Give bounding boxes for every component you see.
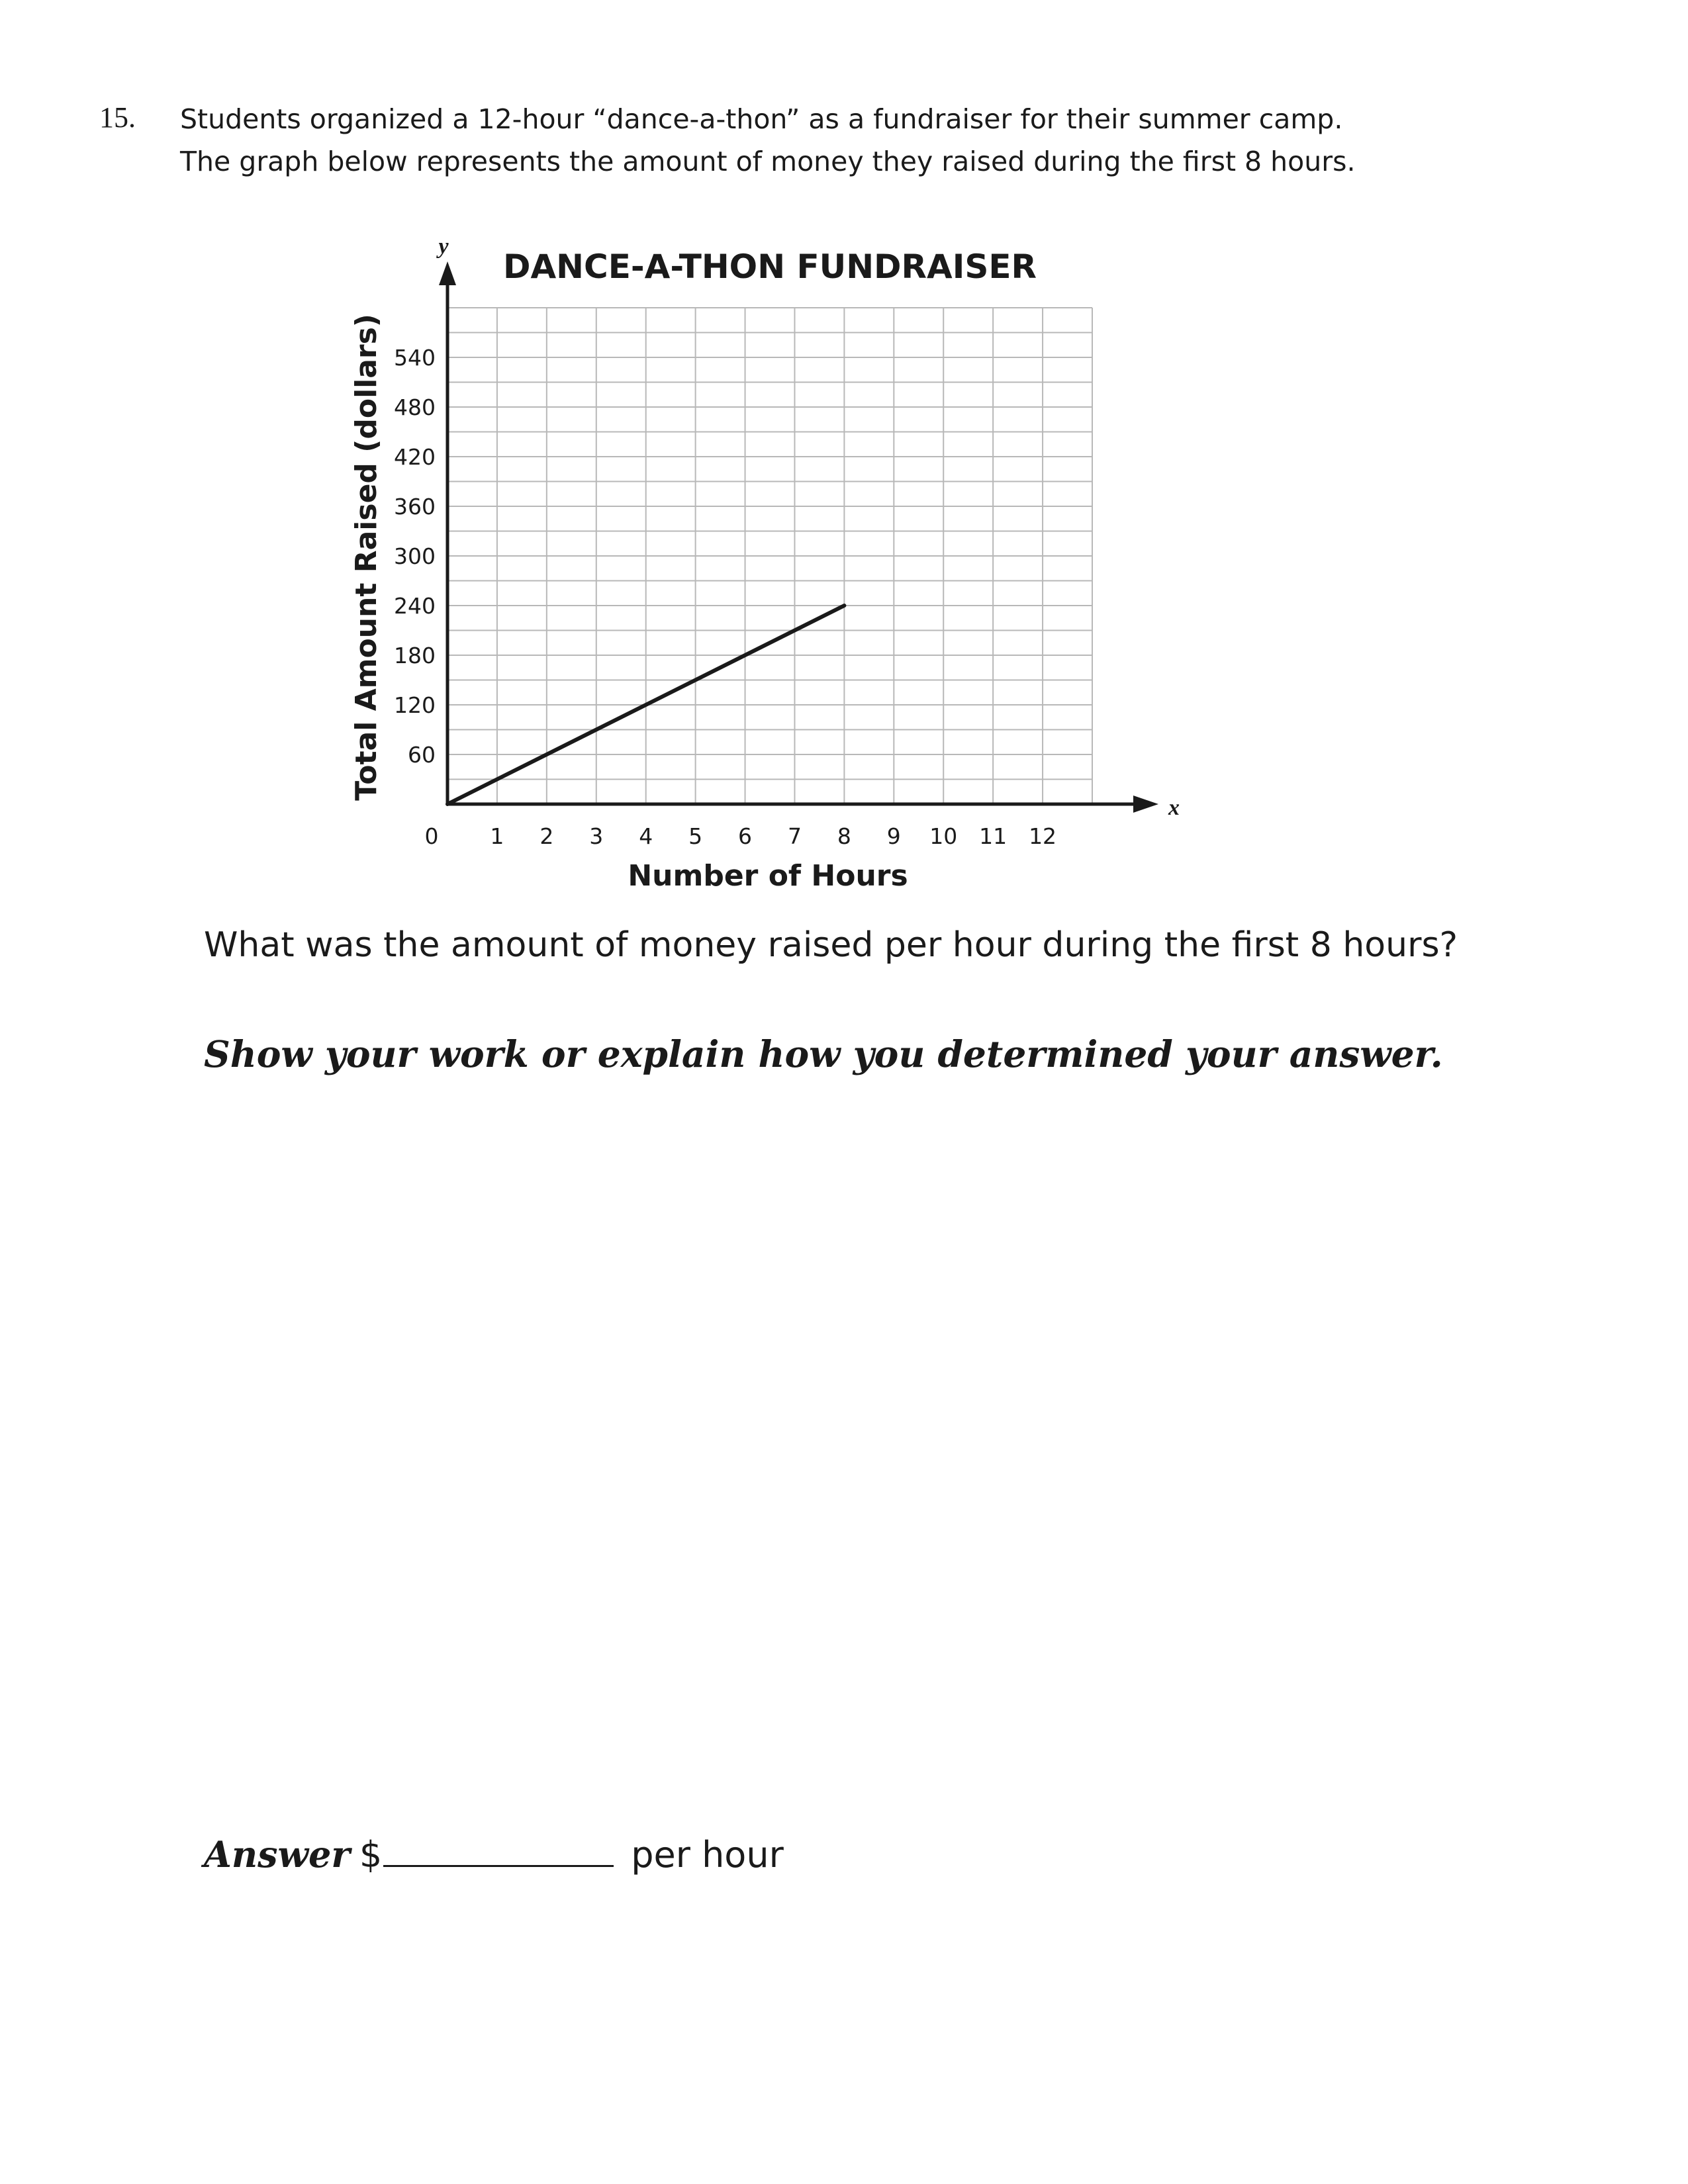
y-tick-label: 300 — [394, 543, 436, 569]
x-tick-label: 5 — [688, 823, 703, 849]
y-axis-letter: y — [438, 234, 449, 259]
stem-line-2: The graph below represents the amount of money they raised during the first 8 hours. — [180, 146, 1356, 177]
x-tick-label: 8 — [837, 823, 851, 849]
x-tick-label: 10 — [929, 823, 958, 849]
dance-a-thon-chart — [0, 0, 1688, 927]
answer-currency: $ — [359, 1834, 383, 1876]
y-tick-label: 60 — [408, 742, 436, 768]
y-tick-label: 540 — [394, 345, 436, 371]
answer-blank-input[interactable] — [383, 1832, 614, 1867]
answer-unit: per hour — [631, 1834, 784, 1876]
x-tick-label: 9 — [886, 823, 901, 849]
chart-grid — [447, 308, 1092, 804]
work-instruction: Show your work or explain how you determined your answer. — [204, 1032, 1443, 1075]
y-tick-label: 240 — [394, 593, 436, 619]
x-tick-label: 11 — [979, 823, 1008, 849]
question-prompt: What was the amount of money raised per hour during the first 8 hours? — [204, 925, 1458, 965]
question-number: 15. — [99, 101, 136, 134]
y-tick-label: 120 — [394, 692, 436, 718]
x-tick-label: 2 — [539, 823, 554, 849]
stem-line-1: Students organized a 12-hour “dance-a-thon” as a fundraiser for their summer camp. — [180, 103, 1343, 135]
x-tick-label: 3 — [589, 823, 604, 849]
x-tick-label: 7 — [787, 823, 802, 849]
x-axis-arrow-icon — [1133, 796, 1158, 813]
chart-title: DANCE-A-THON FUNDRAISER — [502, 248, 1037, 286]
y-axis-label: Total Amount Raised (dollars) — [350, 314, 383, 801]
y-tick-label: 480 — [394, 394, 436, 420]
x-axis-letter: x — [1168, 796, 1180, 820]
y-axis-arrow-icon — [439, 261, 456, 285]
y-tick-label: 360 — [394, 494, 436, 520]
x-tick-label: 6 — [738, 823, 753, 849]
answer-row — [204, 1832, 784, 1876]
origin-label: 0 — [424, 823, 439, 849]
x-tick-label: 1 — [490, 823, 504, 849]
y-tick-label: 420 — [394, 444, 436, 470]
x-tick-label: 4 — [639, 823, 653, 849]
x-axis-label: Number of Hours — [628, 859, 908, 893]
x-tick-label: 12 — [1029, 823, 1057, 849]
y-tick-label: 180 — [394, 643, 436, 668]
answer-label: Answer — [204, 1833, 350, 1876]
